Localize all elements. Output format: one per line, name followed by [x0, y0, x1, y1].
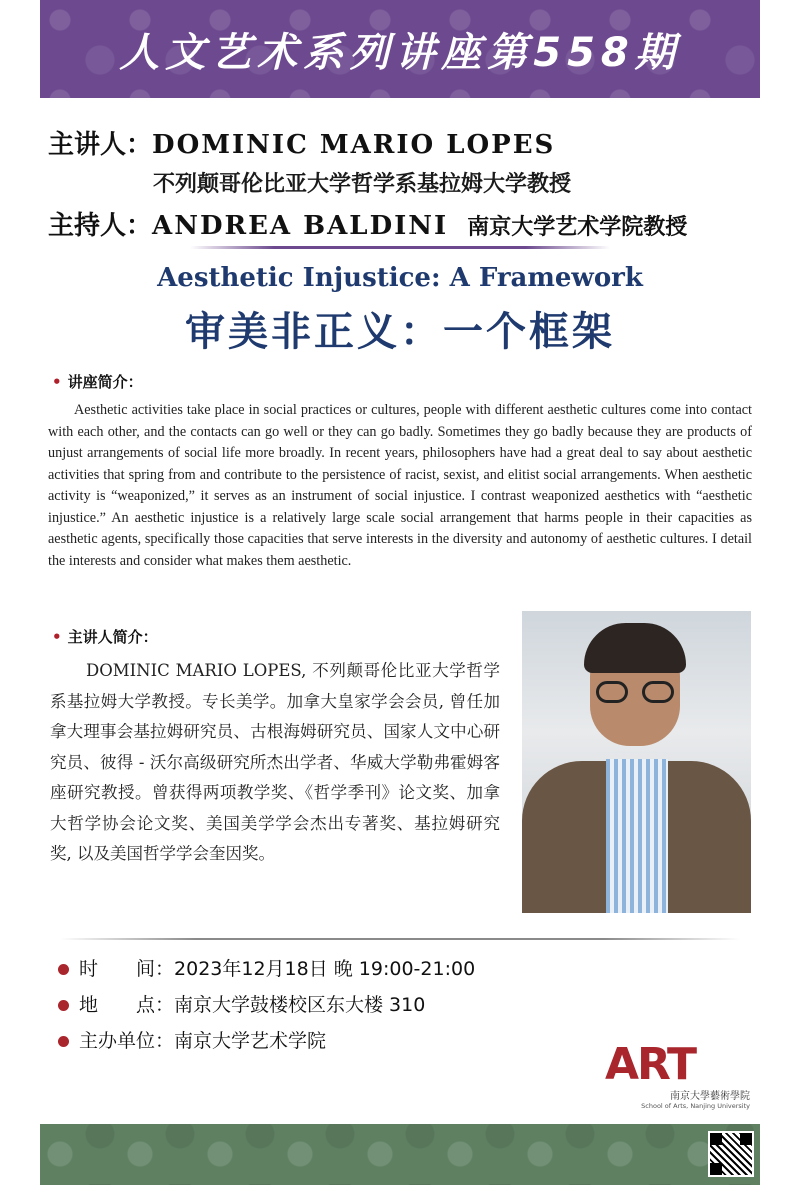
school-logo — [605, 1039, 750, 1110]
bullet-icon — [58, 964, 69, 975]
abstract-text: Aesthetic activities take place in social practices or cultures, people with different aesthetic cultures come into contact with each other, and the contacts can go well or they can go badly. Sometimes they go badly because they are products of unjust arrangements of social life more broadly. In recent years, philosophers have had a great deal to say about aesthetic activities that spring from and contribute to the persistence of racist, sexist, and elitist social arrangements. When aesthetic activity is “weaponized,” it serves as an instrument of social injustice. I contrast weaponized aesthetics with “aesthetic injustice.” An aesthetic injustice is a relatively large scale social arrangement that harms people in their capacities as aesthetic agents, specifically those capacities that serve interests in the diversity and autonomy of aesthetic cultures. I detail the interests and consider what makes them aesthetic. — [48, 402, 752, 569]
host-role-label: 主持人： — [48, 211, 153, 241]
speaker-line — [48, 124, 555, 161]
host-line — [48, 205, 687, 242]
bullet-icon: • — [52, 628, 62, 646]
logo-cn: 南京大學藝術學院 — [670, 1091, 750, 1102]
bullet-icon — [58, 1036, 69, 1047]
place-row — [58, 990, 425, 1017]
bio-body — [50, 656, 500, 870]
bio-heading — [52, 626, 158, 647]
time-value: 2023年12月18日 晚 19:00-21:00 — [174, 958, 476, 980]
host-name: ANDREA BALDINI — [152, 211, 449, 241]
bullet-icon: • — [52, 373, 62, 391]
lecture-title-zh: 审美非正义：一个框架 — [185, 309, 615, 355]
place-label: 地 点： — [79, 994, 175, 1016]
bio-label: 主讲人简介： — [67, 628, 158, 646]
header-banner — [40, 0, 760, 98]
host-affiliation: 南京大学艺术学院教授 — [467, 215, 688, 240]
abstract-body — [48, 400, 752, 572]
footer-banner — [40, 1124, 760, 1185]
lecture-title-en: Aesthetic Injustice: A Framework — [157, 263, 643, 293]
organizer-label: 主办单位： — [79, 1030, 175, 1052]
time-label: 时 间： — [79, 958, 175, 980]
time-row — [58, 954, 475, 981]
info-divider — [60, 938, 740, 940]
abstract-heading — [52, 371, 143, 392]
series-title: 人文艺术系列讲座第558期 — [119, 29, 681, 76]
speaker-role-label: 主讲人： — [48, 130, 153, 160]
abstract-label: 讲座简介： — [67, 373, 143, 391]
speaker-affiliation: 不列颠哥伦比亚大学哲学系基拉姆大学教授 — [153, 172, 572, 197]
speaker-photo — [522, 611, 751, 913]
qr-code-icon[interactable] — [708, 1131, 754, 1177]
organizer-value: 南京大学艺术学院 — [174, 1030, 327, 1052]
photo-hair — [584, 623, 686, 673]
logo-word: ART — [605, 1039, 695, 1090]
logo-en: School of Arts, Nanjing University — [641, 1102, 750, 1110]
photo-shirt — [606, 759, 668, 913]
speaker-name: DOMINIC MARIO LOPES — [152, 130, 556, 160]
place-value: 南京大学鼓楼校区东大楼 310 — [174, 994, 426, 1016]
title-divider — [190, 246, 610, 249]
bio-text: DOMINIC MARIO LOPES, 不列颠哥伦比亚大学哲学系基拉姆大学教授。专长美学。加拿大皇家学会会员, 曾任加拿大理事会基拉姆研究员、古根海姆研究员、国家人文中心研究员、彼得 - 沃尔高级研究所杰出学者、华威大学勒弗霍姆客座研究教授。曾获得两项教学奖、《哲学季刊》论文奖、加拿大哲学协会论文奖、美国美学学会杰出专著奖、基拉姆研究奖, 以及美国哲学学会奎因奖。 — [50, 661, 500, 863]
organizer-row — [58, 1026, 326, 1053]
glasses-icon — [596, 681, 676, 703]
bullet-icon — [58, 1000, 69, 1011]
